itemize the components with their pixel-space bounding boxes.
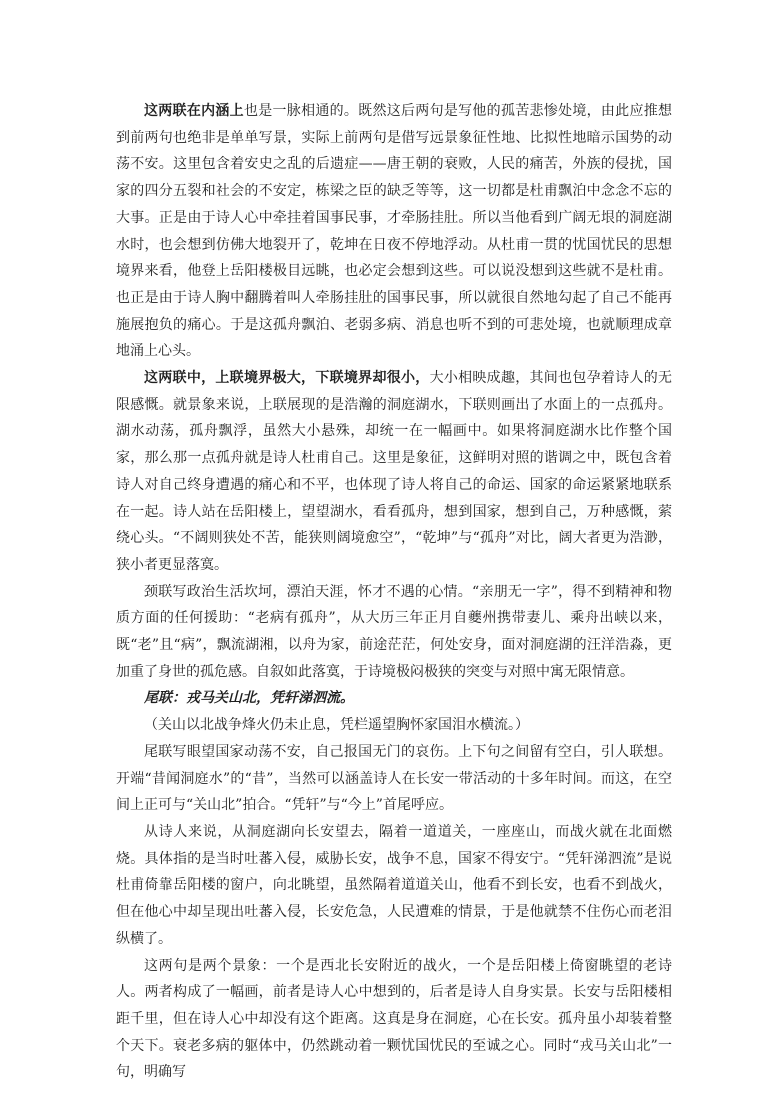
- paragraph-1: [116, 98, 672, 365]
- paragraph-2: [116, 365, 672, 579]
- paragraph-lead: 这两联中，上联境界极大，下联境界却很小，: [144, 370, 430, 387]
- section-heading: 尾联：戎马关山北，凭轩涕泗流。: [144, 690, 354, 707]
- paragraph-text: 也是一脉相通的。既然这后两句是写他的孤苦悲惨处境，由此应推想到前两句也绝非是单单写景，实际上前两句是借写远景象征性地、比拟性地暗示国势的动荡不安。这里包含着安史之乱的后遗症——唐王朝的衰败，人民的痛苦，外族的侵扰，国家的四分五裂和社会的不安定，栋梁之臣的缺乏等等，这一切都是杜甫飘泊中念念不忘的大事。正是由于诗人心中牵挂着国事民事，才牵肠挂肚。所以当他看到广阔无垠的洞庭湖水时，也会想到仿佛大地裂开了，乾坤在日夜不停地浮动。从杜甫一贯的忧国忧民的思想境界来看，他登上岳阳楼极目远眺，也必定会想到这些。可以说没想到这些就不是杜甫。也正是由于诗人胸中翻腾着叫人牵肠挂肚的国事民事，所以就很自然地勾起了自己不能再施展抱负的痛心。于是这孤舟飘泊、老弱多病、消息也听不到的可悲处境，也就顺理成章地涌上心头。: [116, 103, 673, 360]
- paragraph-lead: 这两联在内涵上: [144, 103, 244, 119]
- translation-note: （关山以北战争烽火仍未止息，凭栏遥望胸怀家国泪水横流。）: [144, 717, 529, 734]
- paragraph-3: [116, 579, 672, 686]
- paragraph-5: 从诗人来说，从洞庭湖向长安望去，隔着一道道关，一座座山，而战火就在北面燃烧。具体指的是当时吐蕃入侵，威胁长安，战争不息，国家不得安宁。“凭轩涕泗流”是说杜甫倚靠岳阳楼的窗户，向北眺望，虽然隔着道道关山，他看不到长安，也看不到战火，但在他心中却呈现出吐蕃入侵，长安危急，人民遭难的情景，于是他就禁不住伤心而老泪纵横了。: [116, 823, 672, 947]
- paragraph-4: 尾联写眼望国家动荡不安，自己报国无门的哀伤。上下句之间留有空白，引人联想。开端“昔闻洞庭水”的“昔”，当然可以涵盖诗人在长安一带活动的十多年时间。而这，在空间上正可与“关山北”拍合。“凭轩”与“今上”首尾呼应。: [116, 743, 672, 814]
- document-page: [116, 98, 672, 1086]
- paragraph-text: 颈联写政治生活坎坷，漂泊天涯，怀才不遇的心情。“亲朋无一字”，得不到精神和物质方面的任何援助：“老病有孤舟”，从大历三年正月自夔州携带妻儿、乘舟出峡以来，既“老”且“病”，飘流湖湘，以舟为家，前途茫茫，何处安身，面对洞庭湖的汪洋浩淼，更加重了身世的孤危感。自叙如此落寞，于诗境极闷极狭的突变与对照中寓无限情意。: [116, 583, 672, 680]
- paragraph-6: 这两句是两个景象：一个是西北长安附近的战火，一个是岳阳楼上倚窗眺望的老诗人。两者构成了一幅画，前者是诗人心中想到的，后者是诗人自身实景。长安与岳阳楼相距千里，但在诗人心中却没有这个距离。这真是身在洞庭，心在长安。孤舟虽小却装着整个天下。衰老多病的躯体中，仍然跳动着一颗忧国忧民的至诚之心。同时“戎马关山北”一句，明确写: [116, 957, 672, 1081]
- paragraph-text: 大小相映成趣，其间也包孕着诗人的无限感慨。就景象来说，上联展现的是浩瀚的洞庭湖水，下联则画出了水面上的一点孤舟。湖水动荡，孤舟飘浮，虽然大小悬殊，却统一在一幅画中。如果将洞庭湖水比作整个国家，那么那一点孤舟就是诗人杜甫自己。这里是象征，这鲜明对照的谐调之中，既包含着诗人对自己终身遭遇的痛心和不平，也体现了诗人将自己的命运、国家的命运紧紧地联系在一起。诗人站在岳阳楼上，望望湖水，看看孤舟，想到国家，想到自己，万种感慨，萦绕心头。“不阔则狭处不苦，能狭则阔境愈空”，“乾坤”与“孤舟”对比，阔大者更为浩渺，狭小者更显落寞。: [116, 370, 673, 573]
